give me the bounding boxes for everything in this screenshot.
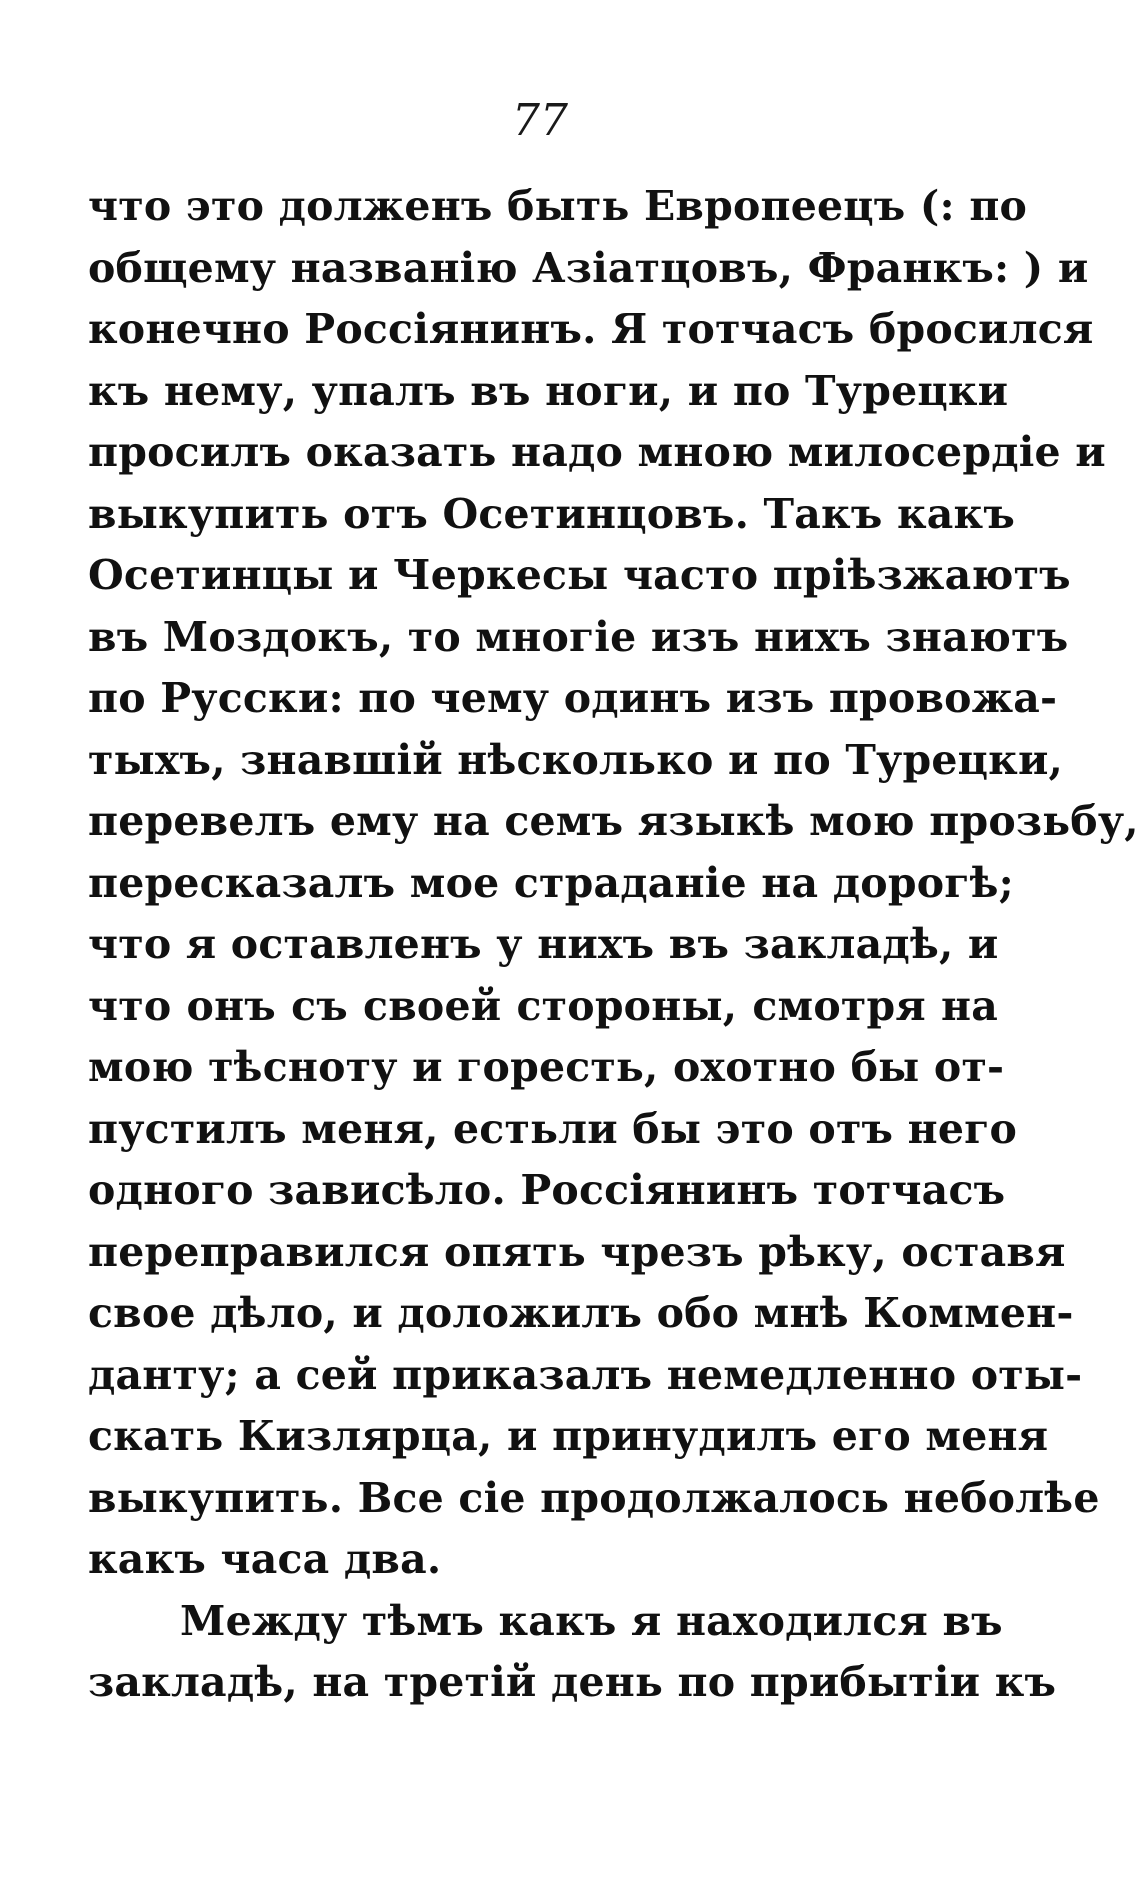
text-line: Осетинцы и Черкесы часто пріѣзжаютъ xyxy=(88,551,1071,599)
text-line: свое дѣло, и доложилъ обо мнѣ Коммен- xyxy=(88,1289,1074,1337)
text-line: просилъ оказать надо мною милосердіе и xyxy=(88,428,1106,476)
text-line: къ нему, упалъ въ ноги, и по Турецки xyxy=(88,366,1009,415)
text-line: что онъ съ своей стороны, смотря на xyxy=(88,981,998,1030)
paragraph-start-line: Между тѣмъ какъ я находился въ xyxy=(180,1596,1003,1645)
text-line: одного зависѣло. Россіянинъ тотчасъ xyxy=(88,1166,1006,1214)
text-line: пересказалъ мое страданіе на дорогѣ; xyxy=(88,858,1014,907)
text-line: данту; а сей приказалъ немедленно оты- xyxy=(88,1350,1083,1399)
text-line: тыхъ, знавшій нѣсколько и по Турецки, xyxy=(88,735,1064,784)
text-line: скать Кизлярца, и принудилъ его меня xyxy=(88,1412,1049,1460)
text-line: выкупить отъ Осетинцовъ. Такъ какъ xyxy=(88,489,1015,538)
text-line: въ Моздокъ, то многіе изъ нихъ знаютъ xyxy=(88,612,1069,661)
text-line: переправился опять чрезъ рѣку, оставя xyxy=(88,1227,1066,1276)
text-line: по Русски: по чему одинъ изъ провожа- xyxy=(88,674,1058,722)
text-line: перевелъ ему на семъ языкѣ мою прозьбу, xyxy=(88,797,1139,845)
text-line: конечно Россіянинъ. Я тотчасъ бросился xyxy=(88,305,1094,353)
text-line: общему названію Азіатцовъ, Франкъ: ) и xyxy=(88,243,1089,292)
text-line: закладѣ, на третій день по прибытіи къ xyxy=(88,1658,1057,1706)
text-line: пустилъ меня, естьли бы это отъ него xyxy=(88,1104,1018,1153)
text-line: что это долженъ быть Европеецъ (: по xyxy=(88,182,1028,230)
body-text xyxy=(88,176,1139,1714)
paragraph-end-line: какъ часа два. xyxy=(88,1535,442,1583)
page-number: 77 xyxy=(512,95,568,146)
text-line: выкупить. Все сіе продолжалось неболѣе xyxy=(88,1473,1100,1522)
text-line: что я оставленъ у нихъ въ закладѣ, и xyxy=(88,920,999,968)
text-line: мою тѣсноту и горесть, охотно бы от- xyxy=(88,1043,1005,1091)
